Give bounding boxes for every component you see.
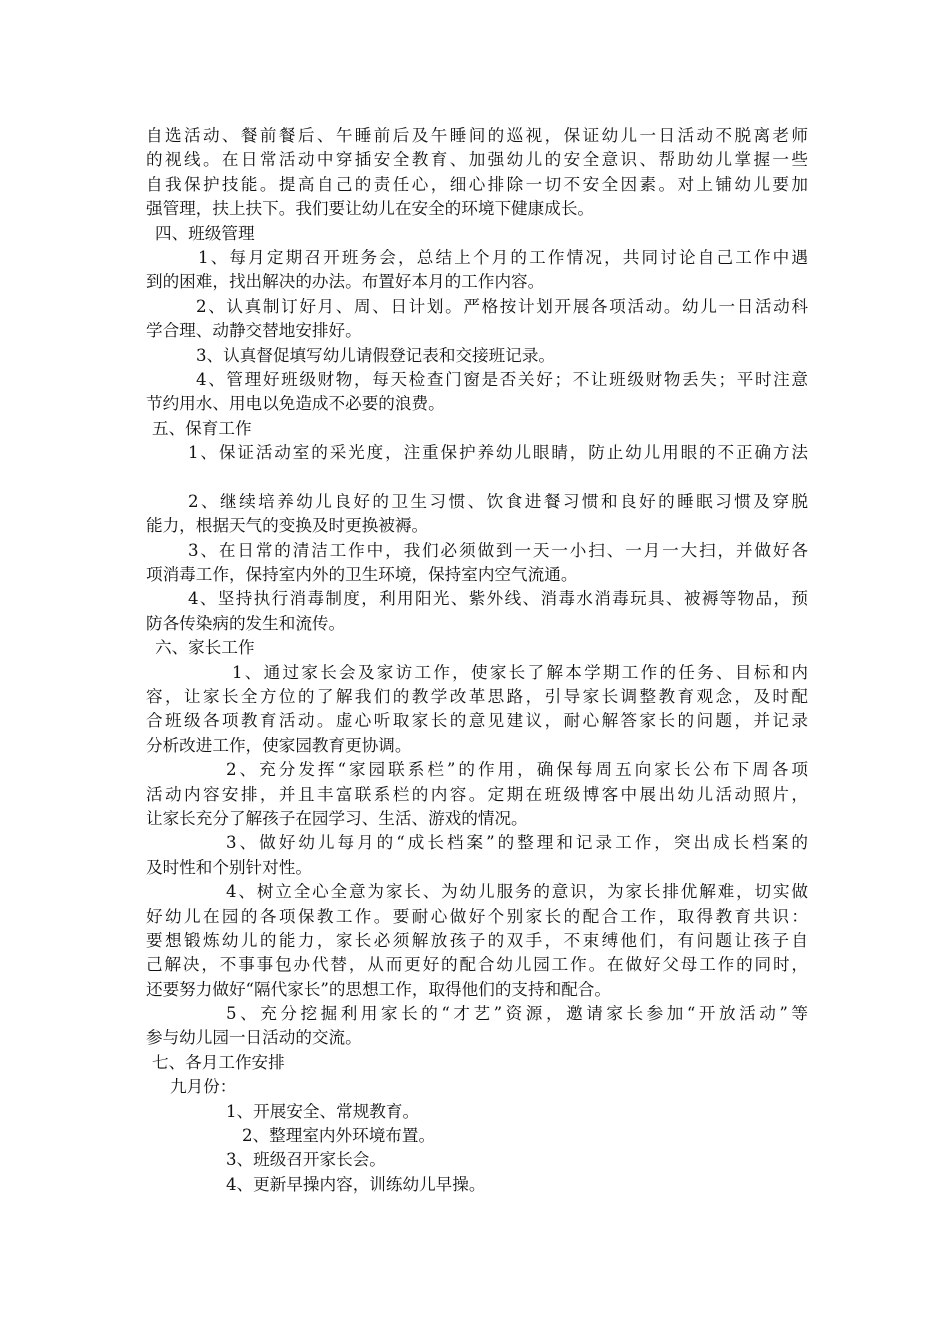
paragraph-line: 要想锻炼幼儿的能力，家长必须解放孩子的双手，不束缚他们，有问题让孩子自	[146, 930, 808, 950]
month-label-september: 九月份：	[170, 1077, 237, 1097]
document-page	[146, 124, 808, 1197]
paragraph-line: 还要努力做好“隔代家长”的思想工作，取得他们的支持和配合。	[146, 979, 611, 999]
paragraph-line: 4、管理好班级财物，每天检查门窗是否关好；不让班级财物丢失；平时注意	[196, 369, 808, 389]
list-item: 4、更新早操内容，训练幼儿早操。	[226, 1174, 486, 1194]
paragraph-line: 3、做好幼儿每月的“成长档案”的整理和记录工作，突出成长档案的	[226, 833, 808, 853]
paragraph-line: 4、坚持执行消毒制度，利用阳光、紫外线、消毒水消毒玩具、被褥等物品，预	[188, 589, 808, 609]
paragraph-line: 学合理、动静交替地安排好。	[146, 321, 362, 341]
paragraph-line: 合班级各项教育活动。虚心听取家长的意见建议，耐心解答家长的问题，并记录	[146, 711, 808, 731]
paragraph-line: 自选活动、餐前餐后、午睡前后及午睡间的巡视，保证幼儿一日活动不脱离老师	[146, 126, 808, 145]
paragraph-line: 4、树立全心全意为家长、为幼儿服务的意识，为家长排优解难，切实做	[226, 882, 808, 902]
paragraph-line: 到的困难，找出解决的办法。布置好本月的工作内容。	[146, 272, 545, 292]
section-heading-care-work: 五、保育工作	[152, 418, 252, 438]
paragraph-line: 及时性和个别针对性。	[146, 857, 312, 877]
paragraph-line: 防各传染病的发生和流传。	[146, 613, 346, 633]
paragraph-line: 3、在日常的清洁工作中，我们必须做到一天一小扫、一月一大扫，并做好各	[188, 540, 808, 560]
paragraph-line: 活动内容安排，并且丰富联系栏的内容。定期在班级博客中展出幼儿活动照片，	[146, 784, 808, 804]
paragraph-line: 自我保护技能。提高自己的责任心，细心排除一切不安全因素。对上铺幼儿要加	[146, 174, 808, 194]
paragraph-line: 1、通过家长会及家访工作，使家长了解本学期工作的任务、目标和内	[232, 662, 808, 682]
paragraph-line: 强管理，扶上扶下。我们要让幼儿在安全的环境下健康成长。	[146, 199, 595, 219]
paragraph-line: 分析改进工作，使家园教育更协调。	[146, 735, 412, 755]
paragraph-line: 参与幼儿园一日活动的交流。	[146, 1028, 362, 1048]
section-heading-class-management: 四、班级管理	[155, 223, 255, 243]
blank-line	[146, 465, 808, 489]
paragraph-line: 节约用水、用电以免造成不必要的浪费。	[146, 394, 445, 414]
paragraph-line: 5、充分挖掘利用家长的“才艺”资源，邀请家长参加“开放活动”等	[226, 1004, 808, 1024]
list-item: 1、开展安全、常规教育。	[226, 1101, 420, 1121]
paragraph-line: 3、认真督促填写幼儿请假登记表和交接班记录。	[196, 345, 556, 365]
paragraph-line: 2、认真制订好月、周、日计划。严格按计划开展各项活动。幼儿一日活动科	[196, 296, 808, 316]
paragraph-line: 让家长充分了解孩子在园学习、生活、游戏的情况。	[146, 808, 528, 828]
paragraph-line: 容，让家长全方位的了解我们的教学改革思路，引导家长调整教育观念，及时配	[146, 686, 808, 706]
paragraph-line: 的视线。在日常活动中穿插安全教育、加强幼儿的安全意识、帮助幼儿掌握一些	[146, 150, 808, 170]
paragraph-line: 好幼儿在园的各项保教工作。要耐心做好个别家长的配合工作，取得教育共识：	[146, 906, 808, 926]
paragraph-line: 项消毒工作，保持室内外的卫生环境，保持室内空气流通。	[146, 565, 578, 585]
section-heading-monthly-schedule: 七、各月工作安排	[152, 1052, 285, 1072]
paragraph-line: 1、每月定期召开班务会，总结上个月的工作情况，共同讨论自己工作中遇	[198, 247, 808, 267]
section-heading-parent-work: 六、家长工作	[155, 638, 255, 658]
paragraph-line: 2、继续培养幼儿良好的卫生习惯、饮食进餐习惯和良好的睡眠习惯及穿脱	[188, 491, 808, 511]
paragraph-line: 己解决，不事事包办代替，从而更好的配合幼儿园工作。在做好父母工作的同时，	[146, 955, 808, 975]
paragraph-line: 1、保证活动室的采光度，注重保护养幼儿眼睛，防止幼儿用眼的不正确方法	[188, 443, 808, 463]
paragraph-line: 2、充分发挥“家园联系栏”的作用，确保每周五向家长公布下周各项	[226, 760, 808, 780]
list-item: 3、班级召开家长会。	[226, 1150, 386, 1170]
list-item: 2、整理室内外环境布置。	[242, 1126, 436, 1146]
paragraph-line: 能力，根据天气的变换及时更换被褥。	[146, 516, 429, 536]
